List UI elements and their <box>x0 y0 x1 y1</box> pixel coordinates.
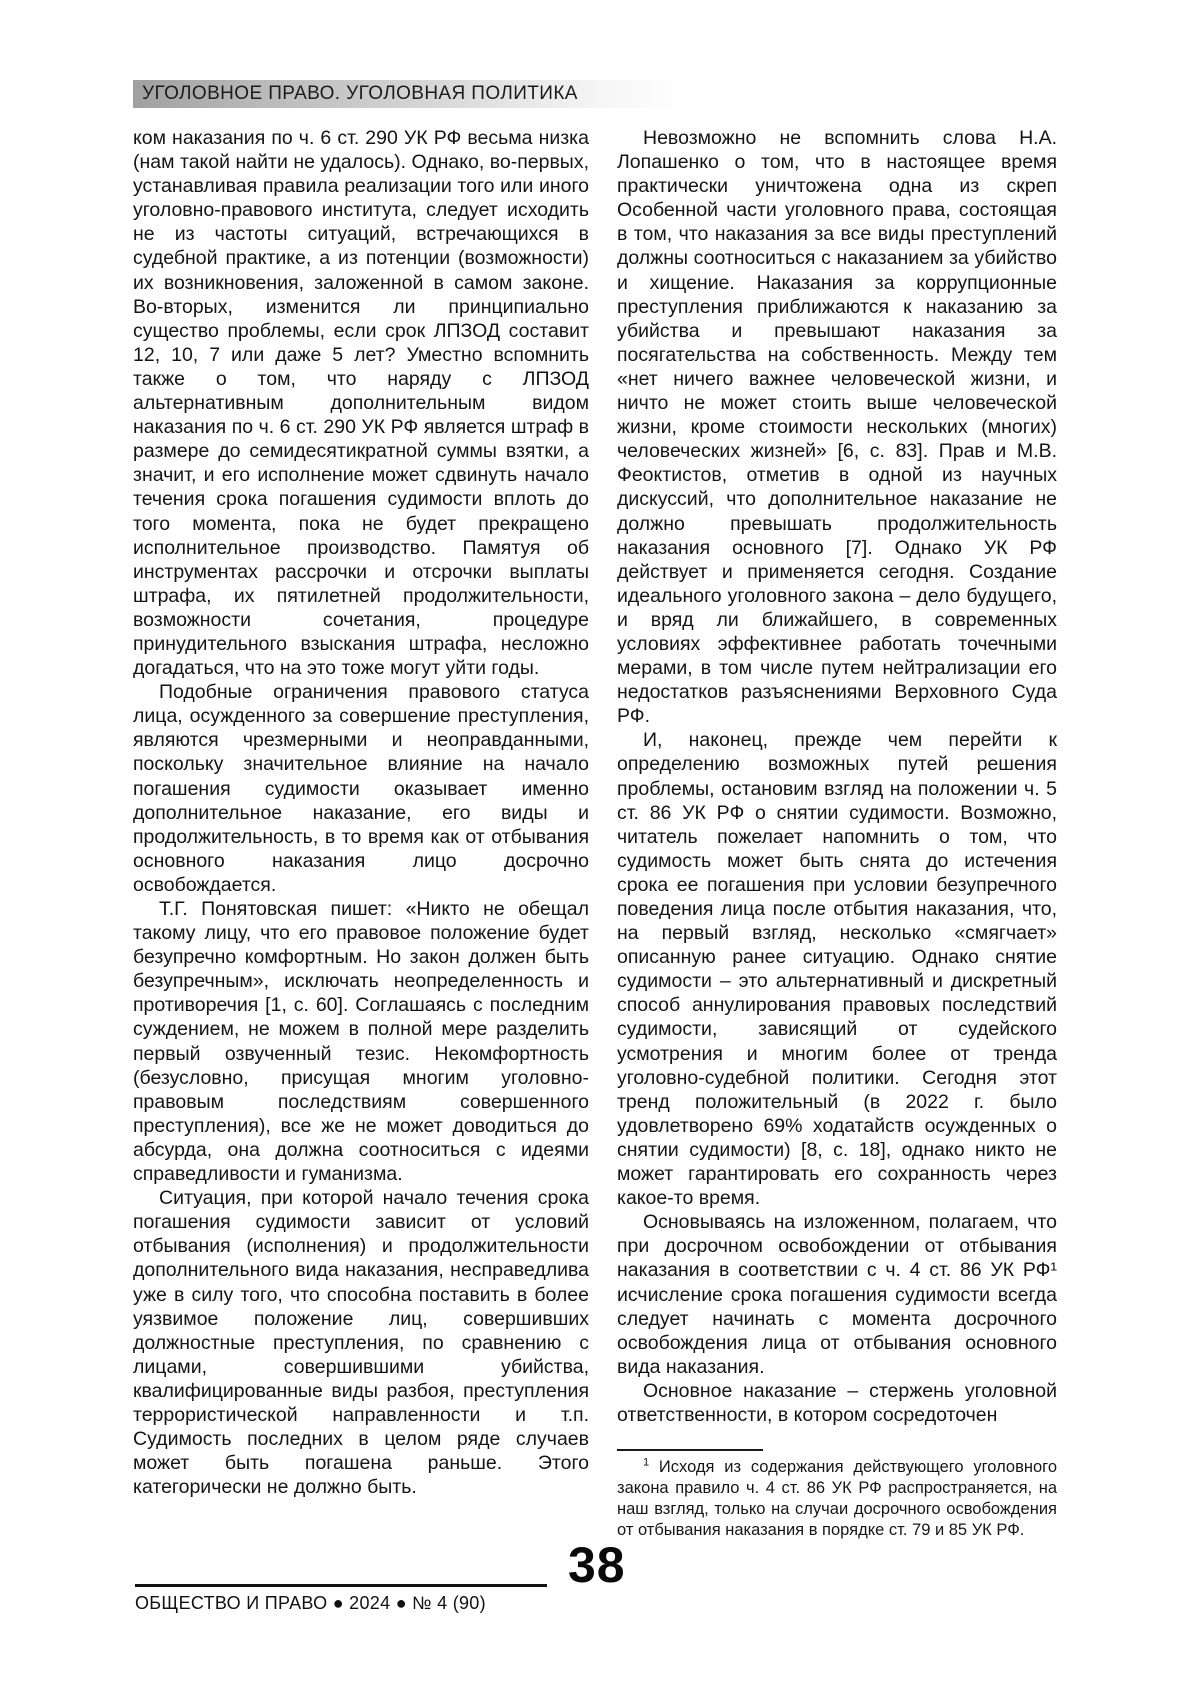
paragraph: Т.Г. Понятовская пишет: «Никто не обещал такому лицу, что его правовое положение будет безупречно комфортным. Но закон должен быть безупречным», исключать неопределенность и противоречия [1, с. 60]. Соглашаясь с последним суждением, не можем в полной мере разделить первый озвученный тезис. Некомфортность (безусловно, присущая многим уголовно-правовым последствиям совершенного преступления), все же не может доводиться до абсурда, она должна соотноситься с идеями справедливости и гуманизма. <box>133 898 589 1186</box>
section-title: УГОЛОВНОЕ ПРАВО. УГОЛОВНАЯ ПОЛИТИКА <box>142 83 578 104</box>
footnote <box>617 1457 1057 1541</box>
right-column <box>617 126 1057 1541</box>
paragraph: Основываясь на изложенном, полагаем, что при досрочном освобождении от отбывания наказания в соответствии с ч. 4 ст. 86 УК РФ¹ исчисление срока погашения судимости всегда следует начинать с момента досрочного освобождения лица от отбывания основного вида наказания. <box>617 1211 1057 1378</box>
footnote-text: Исходя из содержания действующего уголовного закона правило ч. 4 ст. 86 УК РФ распространяется, на наш взгляд, только на случаи досрочного освобождения от отбывания наказания в порядке ст. 79 и 85 УК РФ. <box>617 1458 1057 1540</box>
paragraph: Невозможно не вспомнить слова Н.А. Лопашенко о том, что в настоящее время практически уничтожена одна из скреп Особенной части уголовного права, состоящая в том, что наказания за все виды преступлений должны соотноситься с наказанием за убийство и хищение. Наказания за коррупционные преступления приближаются к наказанию за убийства и превышают наказания за посягательства на собственность. Между тем «нет ничего важнее человеческой жизни, и ничто не может стоить выше человеческой жизни, кроме стоимости нескольких (многих) человеческих жизней» [6, с. 83]. Прав и М.В. Феоктистов, отметив в одной из научных дискуссий, что дополнительное наказание не должно превышать продолжительность наказания основного [7]. Однако УК РФ действует и применяется сегодня. Создание идеального уголовного закона – дело будущего, и вряд ли ближайшего, в современных условиях эффективнее работать точечными мерами, в том числе путем нейтрализации его недостатков разъяснениями Верховного Суда РФ. <box>617 127 1057 728</box>
journal-footer-line: ОБЩЕСТВО И ПРАВО ● 2024 ● № 4 (90) <box>135 1593 486 1613</box>
paragraph: Ситуация, при которой начало течения срока погашения судимости зависит от условий отбывания (исполнения) и продолжительности дополнительного вида наказания, несправедлива уже в силу того, что способна поставить в более уязвимое положение лиц, совершивших должностные преступления, по сравнению с лицами, совершившими убийства, квалифицированные виды разбоя, преступления террористической направленности и т.п. Судимость последних в целом ряде случаев может быть погашена раньше. Этого категорически не должно быть. <box>133 1187 589 1499</box>
paragraph: И, наконец, прежде чем перейти к определению возможных путей решения проблемы, остановим взгляд на положении ч. 5 ст. 86 УК РФ о снятии судимости. Возможно, читатель пожелает напомнить о том, что судимость может быть снята до истечения срока ее погашения при условии безупречного поведения лица после отбытия наказания, что, на первый взгляд, несколько «смягчает» описанную ранее ситуацию. Однако снятие судимости – это альтернативный и дискретный способ аннулирования правовых последствий судимости, зависящий от судейского усмотрения и многим более от тренда уголовно-судебной политики. Сегодня этот тренд положительный (в 2022 г. было удовлетворено 69% ходатайств осужденных о снятии судимости) [8, с. 18], однако никто не может гарантировать его сохранность через какое-то время. <box>617 729 1057 1210</box>
paragraph: Подобные ограничения правового статуса лица, осужденного за совершение преступления, являются чрезмерными и неоправданными, поскольку значительное влияние на начало погашения судимости оказывает именно дополнительное наказание, его виды и продолжительность, в то время как от отбывания основного наказания лицо досрочно освобождается. <box>133 681 589 896</box>
footnote-separator <box>617 1449 763 1451</box>
left-column <box>133 126 589 1541</box>
footer-rule <box>135 1584 547 1587</box>
paragraph: Основное наказание – стержень уголовной ответственности, в котором сосредоточен <box>617 1379 1057 1426</box>
article-body <box>133 126 1057 1541</box>
footnote-block <box>617 1449 1057 1541</box>
page-number: 38 <box>568 1537 626 1593</box>
footnote-marker: 1 <box>643 1456 650 1469</box>
paragraph: ком наказания по ч. 6 ст. 290 УК РФ весьма низка (нам такой найти не удалось). Однако, во-первых, устанавливая правила реализации того или иного уголовно-правового института, следует исходить не из частоты ситуаций, встречающихся в судебной практике, а из потенции (возможности) их возникновения, заложенной в самом законе. Во-вторых, изменится ли принципиально существо проблемы, если срок ЛПЗОД составит 12, 10, 7 или даже 5 лет? Уместно вспомнить также о том, что наряду с ЛПЗОД альтернативным дополнительным видом наказания по ч. 6 ст. 290 УК РФ является штраф в размере до семидесятикратной суммы взятки, а значит, и его исполнение может сдвинуть начало течения срока погашения судимости вплоть до того момента, пока не будет прекращено исполнительное производство. Памятуя об инструментах рассрочки и отсрочки выплаты штрафа, их пятилетней продолжительности, возможности сочетания, процедуре принудительного взыскания штрафа, несложно догадаться, что на это тоже могут уйти годы. <box>133 127 589 680</box>
section-header-bar <box>133 80 705 108</box>
